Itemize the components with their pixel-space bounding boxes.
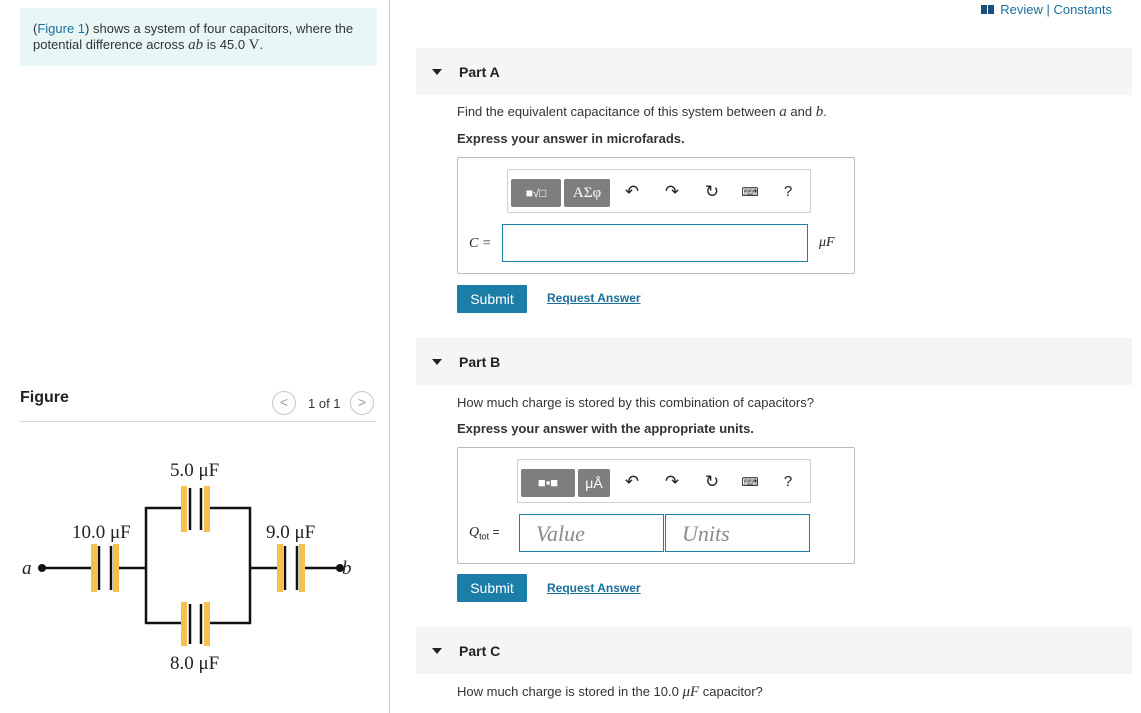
part-b-submit-button[interactable]: Submit <box>457 574 527 602</box>
var-c-label <box>469 235 491 252</box>
label-5uf: 5.0 μF <box>170 460 220 481</box>
left-panel <box>0 0 390 713</box>
templates-sqrt-icon: ■√□ <box>525 186 547 200</box>
label-8uf: 8.0 μF <box>170 653 220 674</box>
part-c-label: Part C <box>459 643 501 659</box>
capacitance-input[interactable] <box>502 224 808 262</box>
label-9uf: 9.0 μF <box>266 522 316 543</box>
units-button[interactable] <box>578 469 610 497</box>
intro-voltage: is 45.0 <box>203 37 249 52</box>
intro-paren: ( <box>33 21 38 36</box>
part-b-instruction: Express your answer with the appropriate units. <box>457 421 754 436</box>
greek-symbols-button[interactable] <box>564 179 610 207</box>
greek-label: ΑΣφ <box>572 185 602 201</box>
var-q-sub: tot <box>479 531 490 542</box>
keyboard-icon[interactable]: ⌨ <box>741 475 759 489</box>
part-c-question-end: capacitor? <box>699 684 763 699</box>
collapse-triangle-icon <box>432 648 442 654</box>
part-a-submit-button[interactable]: Submit <box>457 285 527 313</box>
review-link[interactable]: Review <box>1000 2 1043 17</box>
intro-text: ) shows a system of four capacitors, where the potential difference across <box>33 21 354 52</box>
collapse-triangle-icon <box>432 69 442 75</box>
top-links <box>981 2 1112 17</box>
top-links-separator: | <box>1042 2 1054 17</box>
part-a-label: Part A <box>459 64 500 80</box>
figure-count: 1 of 1 <box>308 396 341 411</box>
capacitor-10uf <box>91 544 119 592</box>
templates-sqrt-button[interactable] <box>511 179 561 207</box>
figure-link[interactable]: Figure 1 <box>37 21 86 36</box>
intro-unit: V <box>248 37 260 53</box>
intro-var-ab: ab <box>188 37 204 53</box>
intro-period: . <box>259 37 264 52</box>
units-input[interactable] <box>665 514 810 552</box>
help-icon[interactable]: ? <box>783 183 793 200</box>
var-c: C = <box>469 236 492 251</box>
part-a-answer-box <box>457 157 855 274</box>
templates-button[interactable] <box>521 469 575 497</box>
constants-link[interactable]: Constants <box>1053 2 1112 17</box>
capacitor-9uf <box>277 544 305 592</box>
var-qtot-label <box>469 525 499 541</box>
part-c-header[interactable] <box>416 627 1132 674</box>
chevron-left-icon: < <box>279 394 289 410</box>
part-c-question-text: How much charge is stored in the 10.0 <box>457 684 683 699</box>
part-a-instruction: Express your answer in microfarads. <box>457 131 685 146</box>
units-label: μÅ <box>585 475 603 491</box>
part-b-answer-box <box>457 447 855 564</box>
label-terminal-b: b <box>342 558 352 579</box>
part-b-question: How much charge is stored by this combination of capacitors? <box>457 395 814 410</box>
part-b-label: Part B <box>459 354 501 370</box>
book-icon <box>981 5 994 14</box>
problem-intro <box>20 8 377 66</box>
part-b-header[interactable] <box>416 338 1132 385</box>
templates-icon: ■▪■ <box>537 475 559 490</box>
figure-header <box>20 388 376 422</box>
value-input[interactable] <box>519 514 664 552</box>
chevron-right-icon: > <box>357 394 367 410</box>
undo-icon[interactable]: ↶ <box>624 182 640 201</box>
keyboard-icon[interactable]: ⌨ <box>741 185 759 199</box>
part-c-question <box>457 684 763 701</box>
capacitor-8uf <box>181 602 210 646</box>
part-c-unit: μF <box>682 684 700 700</box>
redo-icon[interactable]: ↷ <box>664 472 680 491</box>
part-a-question-text: Find the equivalent capacitance of this system between <box>457 104 780 119</box>
units-toolbar <box>517 459 811 503</box>
help-icon[interactable]: ? <box>783 473 793 490</box>
label-10uf: 10.0 μF <box>72 522 131 543</box>
redo-icon[interactable]: ↷ <box>664 182 680 201</box>
part-a-question-and: and <box>786 104 816 119</box>
part-b-request-answer-link[interactable]: Request Answer <box>547 581 641 595</box>
var-q: Q <box>469 525 480 540</box>
capacitor-5uf <box>181 486 210 532</box>
unit-text: μF <box>819 235 835 250</box>
undo-icon[interactable]: ↶ <box>624 472 640 491</box>
var-b: b <box>815 104 824 120</box>
math-toolbar <box>507 169 811 213</box>
capacitor-circuit-diagram <box>20 440 360 690</box>
terminal-a-dot <box>38 564 46 572</box>
value-placeholder: Value <box>536 521 585 546</box>
reset-icon[interactable]: ↻ <box>704 182 720 201</box>
figure-title: Figure <box>20 389 69 406</box>
next-figure-button[interactable] <box>350 391 374 415</box>
var-eq: = <box>489 525 500 539</box>
units-placeholder: Units <box>682 521 730 546</box>
part-a-request-answer-link[interactable]: Request Answer <box>547 291 641 305</box>
part-a-header[interactable] <box>416 48 1132 95</box>
collapse-triangle-icon <box>432 359 442 365</box>
label-terminal-a: a <box>22 558 32 579</box>
prev-figure-button[interactable] <box>272 391 296 415</box>
part-a-question <box>457 104 827 121</box>
var-a: a <box>779 104 787 120</box>
part-a-question-end: . <box>823 104 827 119</box>
unit-label <box>819 235 835 251</box>
reset-icon[interactable]: ↻ <box>704 472 720 491</box>
